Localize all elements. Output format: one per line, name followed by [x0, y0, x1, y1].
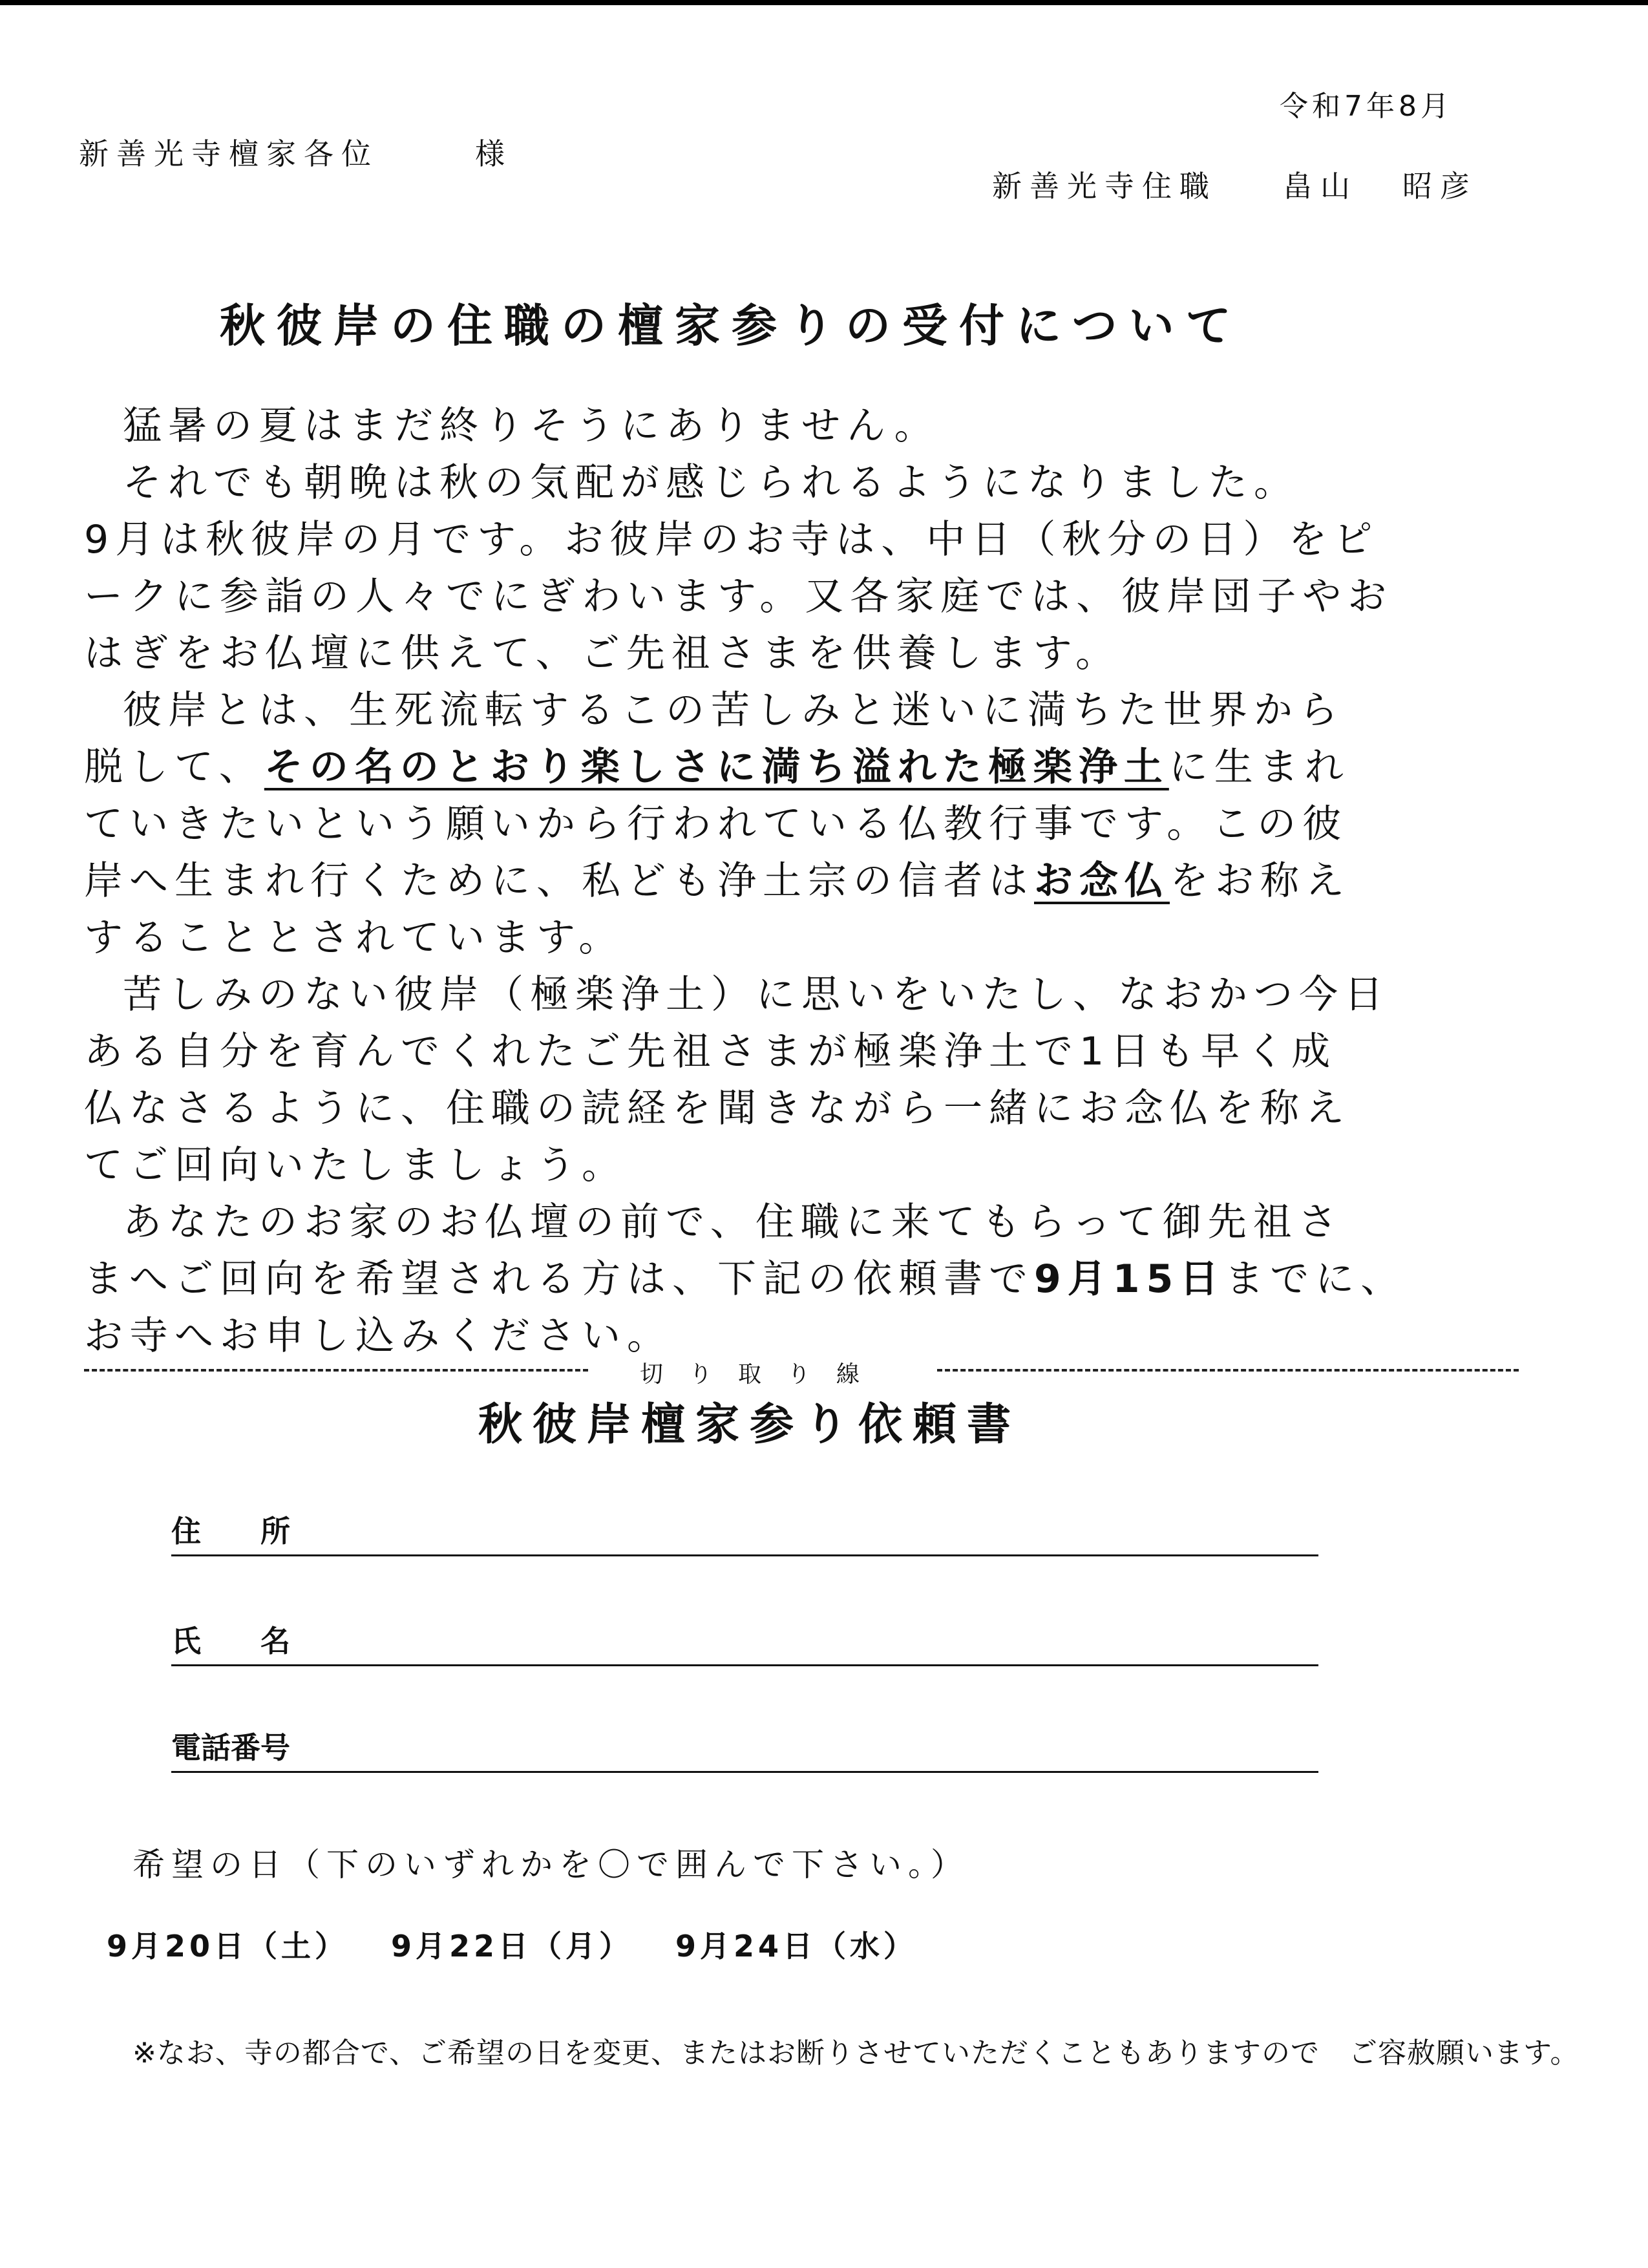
body-line: あなたのお家のお仏壇の前で、住職に来てもらって御先祖さ: [123, 1200, 1344, 1245]
date-option-sep-22[interactable]: 9月22日（月）: [391, 1929, 633, 1964]
body-text-segment: をお称え: [1170, 858, 1351, 904]
page-title: 秋彼岸の住職の檀家参りの受付について: [220, 299, 1243, 352]
body-line: 9月は秋彼岸の月です。お彼岸のお寺は、中日（秋分の日）をピ: [84, 517, 1379, 562]
body-text-segment: 岸へ生まれ行くために、私ども浄土宗の信者は: [84, 858, 1034, 904]
name-field[interactable]: [171, 1619, 1318, 1666]
body-text-segment: までに、: [1225, 1256, 1406, 1302]
body-line: 仏なさるように、住職の読経を聞きながら一緒にお念仏を称え: [84, 1086, 1351, 1131]
body-line: はぎをお仏壇に供えて、ご先祖さまを供養します。: [84, 631, 1121, 676]
cut-line: [84, 1356, 1441, 1388]
sender-family-name: 畠山: [1283, 169, 1358, 204]
sender-title: 新善光寺住職: [992, 169, 1217, 204]
highlight-nenbutsu: お念仏: [1034, 858, 1170, 904]
highlight-pure-land: その名のとおり楽しさに満ち溢れた極楽浄土: [264, 745, 1169, 790]
address-label: 住 所: [171, 1514, 290, 1549]
body-line: お寺へお申し込みください。: [84, 1313, 672, 1359]
body-line: することとされています。: [84, 915, 624, 960]
body-line: [84, 853, 1480, 909]
body-line: ある自分を育んでくれたご先祖さまが極楽浄土で1日も早く成: [84, 1029, 1337, 1074]
date-option-sep-24[interactable]: 9月24日（水）: [675, 1929, 918, 1964]
body-line: 苦しみのない彼岸（極楽浄土）に思いをいたし、なおかつ今日: [123, 972, 1389, 1017]
body-text-segment: に生まれ: [1168, 745, 1350, 790]
letter-recipient: 新善光寺檀家各位: [79, 136, 379, 171]
cut-line-dash-right: [937, 1369, 1519, 1372]
deadline-date: 9月15日: [1034, 1256, 1225, 1302]
body-line: [84, 1251, 1480, 1308]
sender-given-name: 昭彦: [1402, 169, 1477, 204]
body-line: 彼岸とは、生死流転するこの苦しみと迷いに満ちた世界から: [123, 688, 1344, 733]
body-line: 猛暑の夏はまだ終りそうにありません。: [123, 403, 940, 449]
cut-line-dash-left: [84, 1369, 588, 1372]
body-line: ていきたいという願いから行われている仏教行事です。この彼: [84, 801, 1348, 847]
date-option-sep-20[interactable]: 9月20日（土）: [107, 1929, 349, 1964]
phone-label: 電話番号: [171, 1730, 290, 1765]
name-label: 氏 名: [171, 1624, 290, 1659]
body-text-segment: まへご回向を希望される方は、下記の依頼書で: [84, 1256, 1034, 1302]
letter-date: 令和7年8月: [1280, 90, 1453, 123]
letter-body: [84, 397, 1480, 1364]
body-line: ークに参詣の人々でにぎわいます。又各家庭では、彼岸団子やお: [84, 574, 1393, 619]
body-text-segment: 脱して、: [84, 745, 264, 790]
body-line: てご回向いたしましょう。: [84, 1143, 627, 1188]
phone-field[interactable]: [171, 1726, 1318, 1773]
form-title: 秋彼岸檀家参り依頼書: [478, 1399, 1022, 1450]
cut-line-label: 切り取り線: [640, 1361, 886, 1388]
body-line: それでも朝晩は秋の気配が感じられるようになりました。: [123, 460, 1299, 505]
scan-top-edge: [0, 0, 1648, 5]
footnote: ※なお、寺の都合で、ご希望の日を変更、またはお断りさせていただくこともありますので ご容赦願います。: [132, 2037, 1579, 2070]
address-field[interactable]: [171, 1509, 1318, 1556]
date-choice-instruction: 希望の日（下のいずれかを〇で囲んで下さい。）: [132, 1846, 969, 1883]
body-line: [84, 739, 1480, 796]
recipient-honorific: 様: [475, 136, 505, 171]
